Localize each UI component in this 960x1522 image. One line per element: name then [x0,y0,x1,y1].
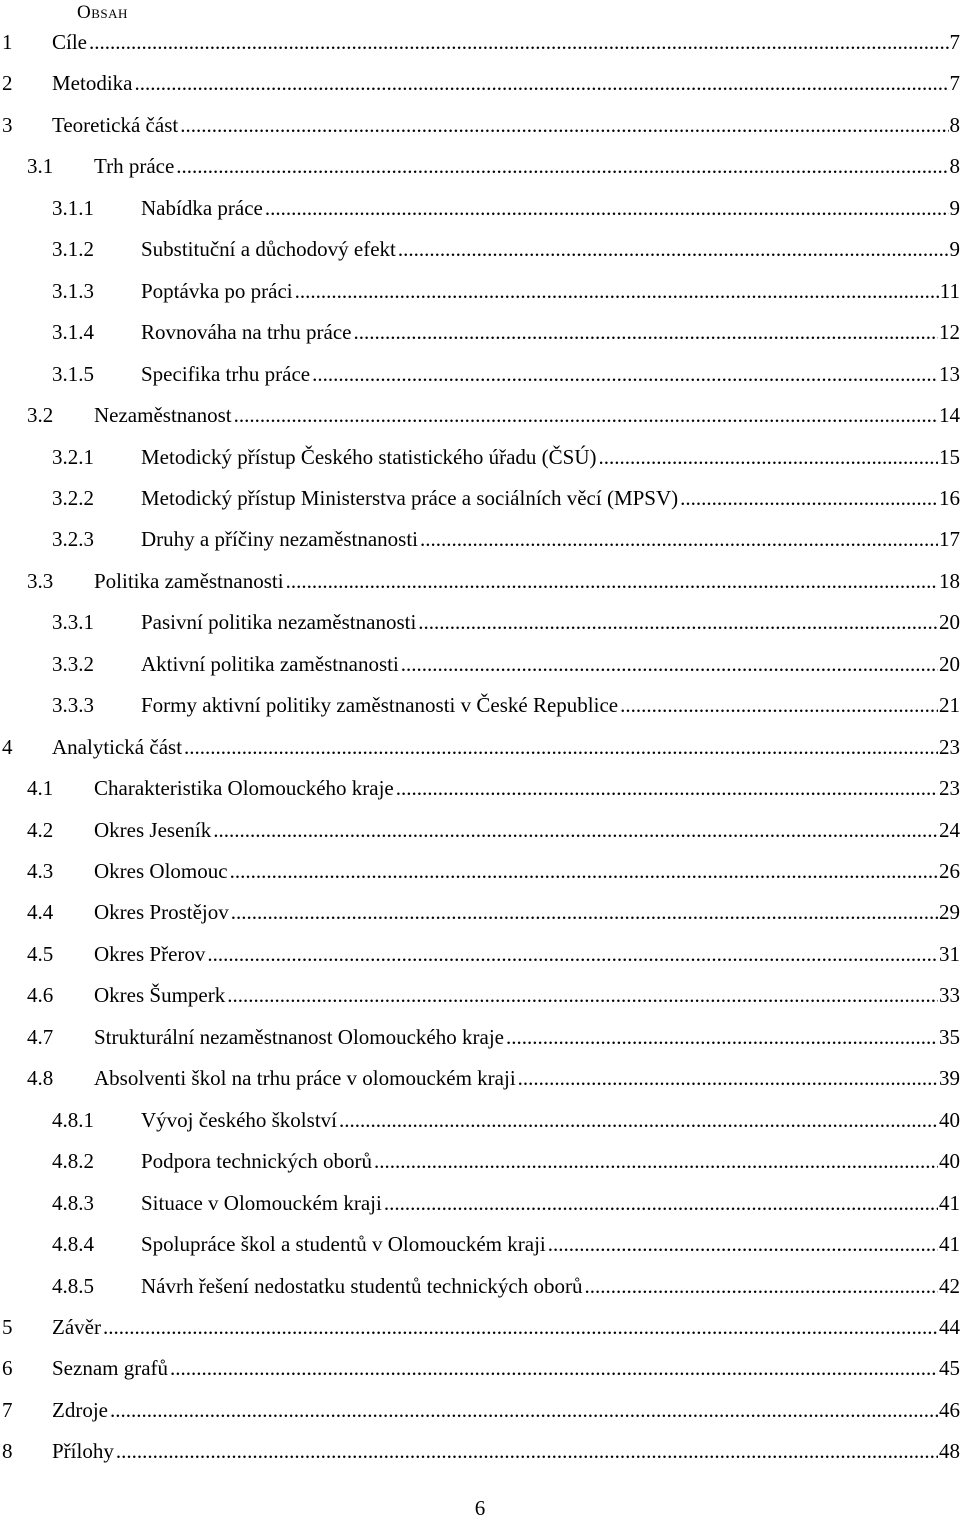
toc-dot-leader [518,1059,938,1097]
toc-dot-leader [230,852,938,890]
toc-entry-line [141,479,960,517]
toc-entry-number: 3.1.5 [52,361,94,386]
toc-dot-leader [116,1432,938,1470]
toc-entry-page[interactable]: 9 [949,195,960,220]
toc-entry-number: 7 [2,1397,13,1422]
toc-entry[interactable] [0,23,960,61]
toc-entry-title[interactable]: Teoretická část [52,112,179,137]
toc-dot-leader [339,1101,938,1139]
toc-entry[interactable] [0,1308,960,1346]
toc-entry-page[interactable]: 33 [939,983,960,1008]
toc-entry-page[interactable]: 29 [939,900,960,925]
toc-entry-number: 4.8.5 [52,1273,94,1298]
toc-entry-number: 4.4 [27,900,54,925]
toc-entry-number: 4.8.3 [52,1190,94,1215]
toc-dot-leader [599,438,938,476]
toc-entry-line [52,1391,960,1429]
toc-entry-title[interactable]: Pasivní politika nezaměstnanosti [141,610,417,635]
toc-entry-title[interactable]: Strukturální nezaměstnanost Olomouckého kraje [94,1024,504,1049]
toc-entry-title[interactable]: Metodický přístup Českého statistického úřadu (ČSÚ) [141,444,597,469]
toc-entry[interactable] [0,893,960,931]
toc-entry-title[interactable]: Trh práce [94,154,175,179]
toc-entry-page[interactable]: 24 [939,817,960,842]
toc-entry-page[interactable]: 41 [939,1190,960,1215]
toc-entry-title[interactable]: Absolventi škol na trhu práce v olomouckém kraji [94,1066,516,1091]
toc-entry-number: 4.5 [27,941,54,966]
toc-entry-line [141,603,960,641]
toc-dot-leader [207,935,938,973]
toc-entry-page[interactable]: 20 [939,651,960,676]
toc-dot-leader [176,147,948,185]
toc-entry-page[interactable]: 11 [939,278,960,303]
toc-entry-number: 3.1 [27,154,54,179]
toc-entry-title[interactable]: Přílohy [52,1439,114,1464]
toc-entry-line [141,1267,960,1305]
toc-entry-page[interactable]: 13 [939,361,960,386]
toc-dot-leader [506,1018,938,1056]
toc-entry-title[interactable]: Návrh řešení nedostatku studentů technických oborů [141,1273,583,1298]
toc-entry-page[interactable]: 12 [939,320,960,345]
toc-entry-title[interactable]: Nabídka práce [141,195,263,220]
toc-entry-line [141,1142,960,1180]
toc-entry-line [52,1349,960,1387]
toc-entry-title[interactable]: Závěr [52,1314,101,1339]
toc-dot-leader [184,728,938,766]
toc-entry[interactable] [0,976,960,1014]
toc-entry-title[interactable]: Situace v Olomouckém kraji [141,1190,382,1215]
toc-entry[interactable] [0,479,960,517]
toc-entry[interactable] [0,106,960,144]
toc-entry-page[interactable]: 26 [939,859,960,883]
toc-dot-leader [312,355,938,393]
toc-entry-number: 3.2.1 [52,444,94,469]
toc-entry-number: 8 [2,1439,13,1464]
toc-entry[interactable] [0,1059,960,1097]
toc-entry[interactable] [0,562,960,600]
toc-entry-title[interactable]: Substituční a důchodový efekt [141,237,396,262]
toc-entry-number: 6 [2,1356,13,1381]
toc-entry-title[interactable]: Okres Přerov [94,941,206,966]
toc-entry-page[interactable]: 8 [949,154,960,179]
toc-entry-number: 1 [2,30,13,54]
toc-dot-leader [401,645,938,683]
toc-entry-number: 3.1.3 [52,278,94,303]
toc-entry[interactable] [0,852,960,890]
toc-entry-title[interactable]: Cíle [52,30,87,54]
toc-entry-number: 3.2.2 [52,485,94,510]
toc-entry-title[interactable]: Podpora technických oborů [141,1149,372,1174]
toc-dot-leader [354,313,938,351]
toc-dot-leader [420,520,938,558]
toc-entry-page[interactable]: 46 [939,1397,960,1422]
toc-entry-title[interactable]: Spolupráce škol a studentů v Olomouckém kraji [141,1232,546,1257]
toc-entry-line [141,1101,960,1139]
toc-dot-leader [396,769,938,807]
toc-entry-line [94,811,960,849]
toc-entry[interactable] [0,811,960,849]
toc-entry-page[interactable]: 23 [939,776,960,801]
toc-entry-title[interactable]: Charakteristika Olomouckého kraje [94,776,394,801]
toc-entry-line [141,645,960,683]
toc-entry[interactable] [0,1142,960,1180]
toc-entry-number: 4.8.4 [52,1232,94,1257]
toc-entry-page[interactable]: 41 [939,1232,960,1257]
toc-entry-line [94,769,960,807]
toc-entry-number: 2 [2,71,13,96]
toc-entry-line [94,976,960,1014]
toc-dot-leader [180,106,948,144]
toc-entry-title[interactable]: Okres Šumperk [94,983,226,1008]
toc-entry[interactable] [0,1349,960,1387]
toc-entry-page[interactable]: 8 [949,112,960,137]
toc-entry-number: 4.6 [27,983,54,1008]
toc-dot-leader [213,811,938,849]
toc-entry-line [94,147,960,185]
toc-entry[interactable] [0,64,960,102]
toc-entry-title[interactable]: Politika zaměstnanosti [94,568,284,593]
toc-dot-leader [548,1225,938,1263]
toc-entry[interactable] [0,935,960,973]
toc-entry[interactable] [0,147,960,185]
toc-entry-number: 4.7 [27,1024,54,1049]
toc-entry-page[interactable]: 17 [939,527,960,552]
toc-entry-page[interactable]: 23 [939,734,960,759]
toc-entry[interactable] [0,769,960,807]
toc-entry-page[interactable]: 44 [939,1314,960,1339]
toc-entry-title[interactable]: Rovnováha na trhu práce [141,320,352,345]
toc-entry[interactable] [0,272,960,310]
toc-entry-title[interactable]: Analytická část [52,734,183,759]
toc-entry-page[interactable]: 45 [939,1356,960,1381]
toc-entry-title[interactable]: Specifika trhu práce [141,361,311,386]
toc-entry[interactable] [0,1225,960,1263]
toc-entry[interactable] [0,686,960,724]
toc-entry-page[interactable]: 16 [939,485,960,510]
toc-entry[interactable] [0,355,960,393]
toc-entry-title[interactable]: Okres Jeseník [94,817,212,842]
toc-entry[interactable] [0,396,960,434]
toc-entry-line [141,1225,960,1263]
toc-dot-leader [227,976,938,1014]
toc-dot-leader [170,1349,938,1387]
toc-entry-number: 3.3.1 [52,610,94,635]
toc-entry[interactable] [0,313,960,351]
toc-dot-leader [384,1184,938,1222]
toc-entry-number: 3.2.3 [52,527,94,552]
toc-entry-number: 4 [2,734,13,759]
toc-entry-line [94,852,960,890]
toc-entry-page[interactable]: 40 [939,1149,960,1174]
toc-entry[interactable] [0,438,960,476]
toc-entry[interactable] [0,189,960,227]
toc-entry-page[interactable]: 14 [939,403,960,428]
toc-entry[interactable] [0,1267,960,1305]
toc-entry-line [52,64,960,102]
toc-entry-title[interactable]: Druhy a příčiny nezaměstnanosti [141,527,418,552]
toc-entry-page[interactable]: 31 [939,941,960,966]
toc-entry-number: 3.3.3 [52,693,94,718]
toc-entry-title[interactable]: Nezaměstnanost [94,403,232,428]
toc-entry-number: 5 [2,1314,13,1339]
toc-entry-line [141,438,960,476]
toc-entry-title[interactable]: Seznam grafů [52,1356,169,1381]
toc-entry[interactable] [0,645,960,683]
toc-entry-page[interactable]: 9 [949,237,960,262]
toc-dot-leader [89,23,949,61]
toc-entry-line [94,562,960,600]
toc-entry-page[interactable]: 39 [939,1066,960,1091]
toc-entry-line [141,272,960,310]
toc-entry[interactable] [0,1018,960,1056]
toc-dot-leader [103,1308,938,1346]
toc-entry-line [52,1308,960,1346]
toc-entry-page[interactable]: 18 [939,568,960,593]
toc-entry-line [94,935,960,973]
toc-entry[interactable] [0,230,960,268]
toc-dot-leader [398,230,949,268]
toc-entry-page[interactable]: 20 [939,610,960,635]
toc-entry-number: 4.8 [27,1066,54,1091]
toc-entry-line [52,1432,960,1470]
toc-entry-line [94,396,960,434]
toc-entry-line [141,230,960,268]
toc-entry-number: 3.3 [27,568,54,593]
toc-entry-title[interactable]: Aktivní politika zaměstnanosti [141,651,399,676]
toc-entry-page[interactable]: 42 [939,1273,960,1298]
toc-entry-line [141,520,960,558]
toc-dot-leader [584,1267,938,1305]
toc-entry-line [141,189,960,227]
toc-entry-line [141,1184,960,1222]
toc-entry-title[interactable]: Vývoj českého školství [141,1107,337,1132]
toc-dot-leader [234,396,938,434]
toc-entry[interactable] [0,1432,960,1470]
toc-entry-number: 4.8.2 [52,1149,94,1174]
toc-heading-text: Obsah [77,2,128,23]
toc-entry-number: 4.2 [27,817,54,842]
toc-entry-page[interactable]: 7 [949,30,960,54]
toc-entry-line [94,1059,960,1097]
toc-dot-leader [110,1391,938,1429]
toc-entry-number: 4.8.1 [52,1107,94,1132]
toc-dot-leader [286,562,938,600]
toc-entry-title[interactable]: Poptávka po práci [141,278,293,303]
toc-dot-leader [374,1142,938,1180]
toc-entry-page[interactable]: 40 [939,1107,960,1132]
toc-entry[interactable] [0,1184,960,1222]
toc-entry-number: 3.3.2 [52,651,94,676]
toc-entry[interactable] [0,1391,960,1429]
toc-entry-number: 3 [2,112,13,137]
toc-entry-line [141,313,960,351]
toc-entry-number: 3.1.1 [52,195,94,220]
toc-entry-line [94,893,960,931]
toc-entry-page[interactable]: 21 [939,693,960,718]
toc-entry-title[interactable]: Metodika [52,71,133,96]
toc-heading [77,2,128,24]
toc-entry-title[interactable]: Okres Prostějov [94,900,229,925]
toc-entry-title[interactable]: Okres Olomouc [94,859,228,883]
toc-dot-leader [418,603,938,641]
toc-entry-page[interactable]: 7 [949,71,960,96]
toc-entry-page[interactable]: 35 [939,1024,960,1049]
toc-entry-number: 4.3 [27,859,54,883]
toc-entry[interactable] [0,728,960,766]
toc-dot-leader [231,893,938,931]
toc-entry-line [52,106,960,144]
toc-entry-line [141,686,960,724]
toc-entry-title[interactable]: Metodický přístup Ministerstva práce a sociálních věcí (MPSV) [141,485,679,510]
toc-entry-line [141,355,960,393]
toc-entry-number: 4.1 [27,776,54,801]
toc-entry-line [94,1018,960,1056]
toc-entry-line [52,23,960,61]
toc-entry-title[interactable]: Zdroje [52,1397,108,1422]
toc-entry[interactable] [0,1101,960,1139]
toc-dot-leader [134,64,948,102]
toc-dot-leader [295,272,939,310]
toc-entry-number: 3.1.2 [52,237,94,262]
toc-dot-leader [680,479,938,517]
toc-entry-line [52,728,960,766]
toc-dot-leader [265,189,949,227]
toc-entry-title[interactable]: Formy aktivní politiky zaměstnanosti v České Republice [141,693,619,718]
toc-entry-number: 3.2 [27,403,54,428]
toc-entry-page[interactable]: 15 [939,444,960,469]
page-number: 6 [474,1496,486,1520]
toc-entry[interactable] [0,603,960,641]
toc-entry-number: 3.1.4 [52,320,94,345]
toc-entry-page[interactable]: 48 [939,1439,960,1464]
toc-dot-leader [620,686,938,724]
toc-entry[interactable] [0,520,960,558]
